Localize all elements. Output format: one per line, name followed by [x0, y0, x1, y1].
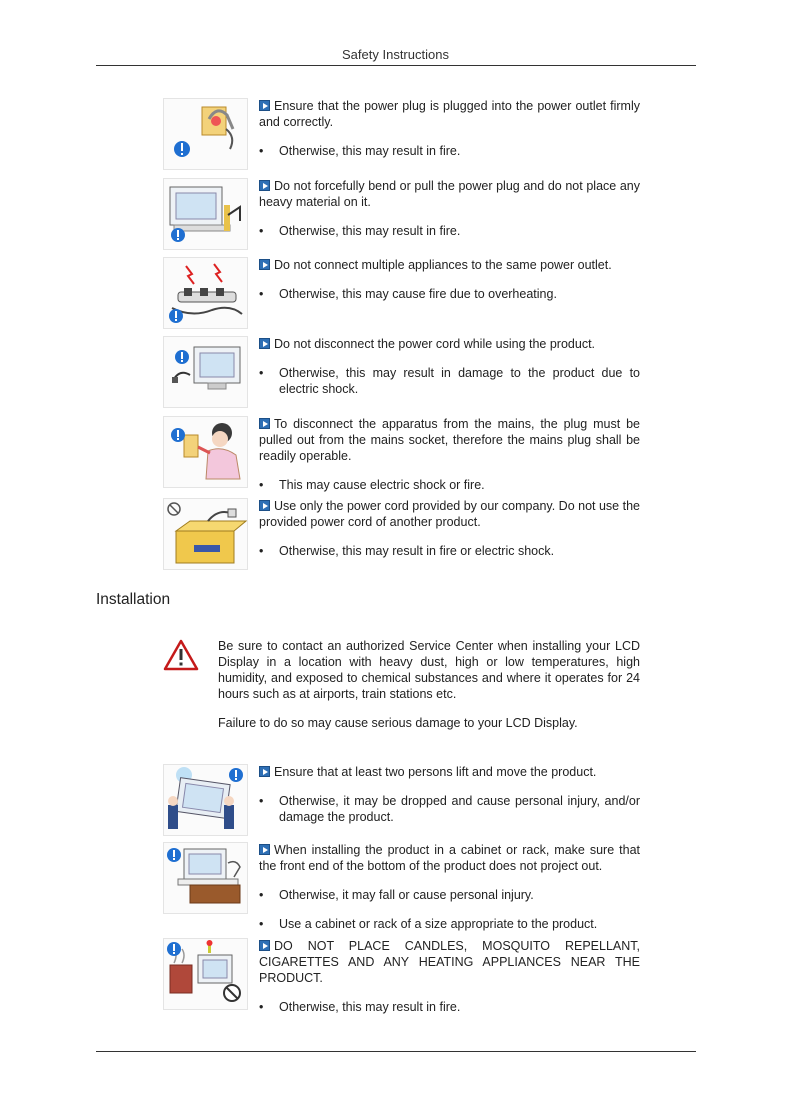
- caution-paragraph: Be sure to contact an authorized Service Center when installing your LCD Display in a location with heavy dust, high or low temperatures, high humidity, and exposed to chemical substances and where it operates for 24 hours such as at airports, train stations etc.: [218, 639, 640, 701]
- arrow-marker-icon: [259, 500, 270, 511]
- arrow-marker-icon: [259, 418, 270, 429]
- item-statement: Ensure that the power plug is plugged into the power outlet firmly and correctly.: [259, 99, 640, 129]
- item-statement: Do not connect multiple appliances to the same power outlet.: [259, 257, 640, 273]
- arrow-marker-icon: [259, 844, 270, 855]
- cabinet-rack-icon: [163, 842, 248, 914]
- item-statement: Do not disconnect the power cord while using the product.: [259, 336, 640, 352]
- item-bullet: • Otherwise, this may result in fire.: [259, 143, 640, 159]
- no-candles-icon: [163, 938, 248, 1010]
- arrow-marker-icon: [259, 259, 270, 270]
- arrow-marker-icon: [259, 180, 270, 191]
- page-header-title: Safety Instructions: [342, 47, 449, 62]
- item-statement: Ensure that at least two persons lift and move the product.: [259, 764, 640, 780]
- multi-outlet-icon: [163, 257, 248, 329]
- item-bullet: • Otherwise, it may be dropped and cause personal injury, and/or damage the product.: [259, 793, 640, 825]
- item-bullet: • Otherwise, this may cause fire due to overheating.: [259, 286, 640, 302]
- section-title: Installation: [96, 591, 171, 608]
- footer-rule: [96, 1051, 696, 1052]
- bent-cord-icon: [163, 178, 248, 250]
- disconnect-cord-icon: [163, 336, 248, 408]
- arrow-marker-icon: [259, 766, 270, 777]
- item-statement: To disconnect the apparatus from the mains, the plug must be pulled out from the mains socket, therefore the mains plug shall be readily operable.: [259, 417, 640, 463]
- item-statement: When installing the product in a cabinet or rack, make sure that the front end of the bottom of the product does not project out.: [259, 843, 640, 873]
- item-bullet: • Otherwise, it may fall or cause personal injury.: [259, 887, 640, 903]
- caution-triangle-icon: [163, 638, 199, 677]
- item-bullet: • Otherwise, this may result in fire.: [259, 999, 640, 1015]
- caution-paragraph: Failure to do so may cause serious damage to your LCD Display.: [218, 716, 578, 730]
- header-rule: [96, 65, 696, 66]
- item-statement: Do not forcefully bend or pull the power plug and do not place any heavy material on it.: [259, 179, 640, 209]
- arrow-marker-icon: [259, 100, 270, 111]
- item-bullet: • Otherwise, this may result in fire or electric shock.: [259, 543, 640, 559]
- item-statement: DO NOT PLACE CANDLES, MOSQUITO REPELLANT, CIGARETTES AND ANY HEATING APPLIANCES NEAR THE PRODUCT.: [259, 939, 640, 985]
- arrow-marker-icon: [259, 338, 270, 349]
- mains-plug-icon: [163, 416, 248, 488]
- item-bullet: • Otherwise, this may result in damage to the product due to electric shock.: [259, 365, 640, 397]
- provided-cord-icon: [163, 498, 248, 570]
- arrow-marker-icon: [259, 940, 270, 951]
- item-bullet: • This may cause electric shock or fire.: [259, 477, 640, 493]
- item-bullet: • Otherwise, this may result in fire.: [259, 223, 640, 239]
- power-plug-firm-icon: [163, 98, 248, 170]
- two-persons-lift-icon: [163, 764, 248, 836]
- item-bullet: • Use a cabinet or rack of a size appropriate to the product.: [259, 916, 640, 932]
- item-statement: Use only the power cord provided by our company. Do not use the provided power cord of another product.: [259, 499, 640, 529]
